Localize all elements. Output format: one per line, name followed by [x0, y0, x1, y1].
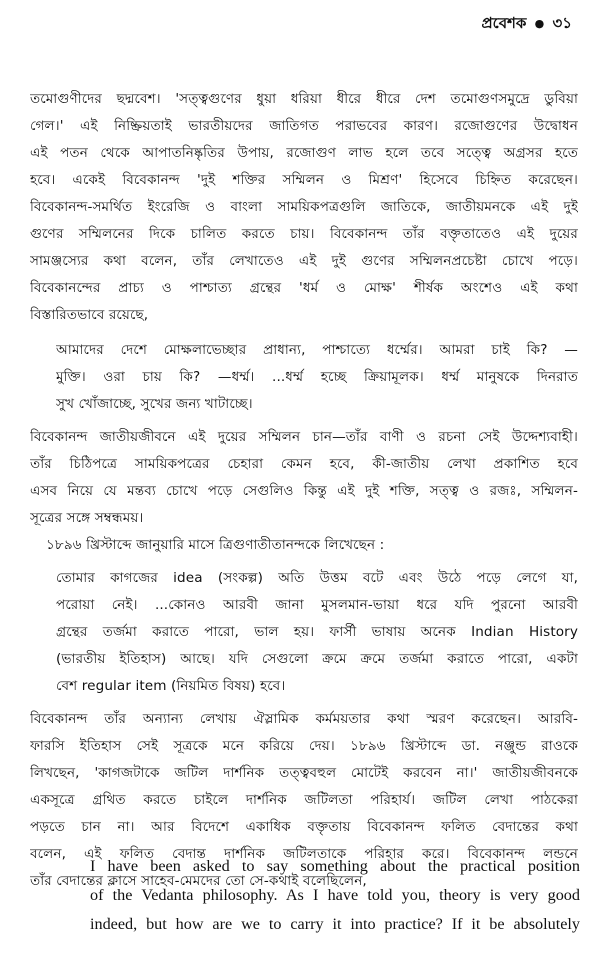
quote-line: (ভারতীয় ইতিহাস) আছে। যদি সেগুলো ক্রমে ক্রমে তর্জমা করাতে পারো, একটা — [56, 651, 578, 667]
text-line: তমোগুণীদের ছদ্মবেশ। 'সত্ত্বগুণের ধুয়া ধরিয়া ধীরে ধীরে দেশ তমোগুণসমুদ্রে ডুবিয়া — [30, 91, 578, 107]
quote-line: মুক্তি। ওরা চায় কি? —ধর্ম্ম। ...ধর্ম্ম হচ্ছে ক্রিয়ামূলক। ধর্ম্ম মানুষকে দিনরাত — [56, 369, 578, 385]
text-line: ফারসি ইতিহাস সেই সূত্রকে মনে করিয়ে দেয়। ১৮৯৬ খ্রিস্টাব্দে ডা. নঞ্জুন্ড রাওকে — [30, 738, 578, 754]
running-header — [481, 12, 572, 37]
text-line: গুণের সম্মিলনের দিকে চালিত করতে চায়। বিবেকানন্দ তাঁর বক্তৃতাতেও এই দুয়ের — [30, 226, 578, 242]
quote-line: পরোয়া নেই। ...কোনও আরবী জানা মুসলমান-ভায়া ধরে যদি পুরনো আরবী — [56, 597, 578, 613]
text-line: বিবেকানন্দ জাতীয়জীবনে এই দুয়ের সম্মিলন চান—তাঁর বাণী ও রচনা সেই উদ্দেশ্যবাহী। — [30, 429, 578, 445]
text-line: বিস্তারিতভাবে রয়েছে, — [30, 307, 149, 323]
bullet-separator: ● — [534, 17, 545, 30]
text-line: পড়তে চান না। আর বিদেশে একাধিক বক্তৃতায় বিবেকানন্দ ফলিত বেদান্তের কথা — [30, 819, 578, 835]
text-line: তাঁর বেদান্তের ক্লাসে সাহেব-মেমদের তো সে-কথাই বলেছিলেন, — [30, 873, 367, 889]
text-line: লিখছেন, 'কাগজটাকে জটিল দার্শনিক তত্ত্ববহুল মোটেই করবেন না।' জাতীয়জীবনকে — [30, 765, 578, 781]
text-line: বিবেকানন্দ তাঁর অন্যান্য লেখায় ঐস্লামিক কর্মময়তার কথা স্মরণ করেছেন। আরবি- — [30, 711, 578, 727]
quote-line: indeed, but how are we to carry it into practice? If it be absolutely — [90, 915, 580, 933]
block-quote-2 — [56, 565, 578, 700]
text-line: সামঞ্জস্যের কথা বলেন, তাঁর লেখাতেও এই দুই গুণের সম্মিলনপ্রচেষ্টা চোখে পড়ে। — [30, 253, 578, 269]
paragraph-1 — [30, 86, 578, 329]
block-quote-english — [90, 852, 580, 939]
block-quote-1 — [56, 337, 578, 418]
text-line: হবে। একেই বিবেকানন্দ 'দুই শক্তির সম্মিলন ও মিশ্রণ' হিসেবে চিহ্নিত করেছেন। — [30, 172, 578, 188]
section-title: প্রবেশক — [481, 14, 527, 32]
quote-line: তোমার কাগজের idea (সংকল্প) অতি উত্তম বটে এবং উঠে পড়ে লেগে যা, — [56, 570, 578, 586]
paragraph-2 — [30, 424, 578, 559]
text-line: ১৮৯৬ খ্রিস্টাব্দে জানুয়ারি মাসে ত্রিগুণাতীতানন্দকে লিখেছেন : — [46, 537, 385, 553]
page-number: ৩১ — [552, 14, 572, 32]
text-line: বলেন, এই ফলিত বেদান্ত দার্শনিক জটিলতাকে পরিহার করে। বিবেকানন্দ লন্ডনে — [30, 846, 578, 862]
quote-line: সুখ খোঁজাচ্ছে, সুখের জন্য খাটাচ্ছে। — [56, 396, 253, 412]
text-line: বিবেকানন্দের প্রাচ্য ও পাশ্চাত্য গ্রন্থের 'ধর্ম ও মোক্ষ' শীর্ষক অংশেও এই কথা — [30, 280, 578, 296]
page-body — [30, 86, 578, 895]
quote-line: বেশ regular item (নিয়মিত বিষয়) হবে। — [56, 678, 286, 694]
text-line: এসব নিয়ে যে মন্তব্য চোখে পড়ে সেগুলিও কিন্তু এই দুই শক্তি, সত্ত্ব ও রজঃ, সম্মিলন- — [30, 483, 578, 499]
text-line: তাঁর চিঠিপত্রে সাময়িকপত্রের চেহারা কেমন হবে, কী-জাতীয় লেখা প্রকাশিত হবে — [30, 456, 578, 472]
text-line: সূত্রের সঙ্গে সম্বন্ধময়। — [30, 510, 144, 526]
quote-line: I have been asked to say something about the practical position — [90, 857, 580, 875]
text-line: একসূত্রে গ্রথিত করতে চাইলে দার্শনিক জটিলতা পরিহার্য। জটিল লেখা পাঠকেরা — [30, 792, 578, 808]
quote-line: আমাদের দেশে মোক্ষলাভেচ্ছার প্রাধান্য, পাশ্চাত্যে ধর্ম্মের। আমরা চাই কি? — — [56, 342, 578, 358]
quote-line: of the Vedanta philosophy. As I have told you, theory is very good — [90, 886, 580, 904]
text-line: এই পতন থেকে আপাতনিষ্কৃতির উপায়, রজোগুণ লাভ হলে তবে সত্ত্বে অগ্রসর হতে — [30, 145, 578, 161]
text-line: বিবেকানন্দ-সমর্থিত ইংরেজি ও বাংলা সাময়িকপত্রগুলি জাতিকে, জাতীয়মনকে এই দুই — [30, 199, 578, 215]
quote-line: গ্রন্থের তর্জমা করাতে পারো, ভাল হয়। ফার্সী ভাষায় অনেক Indian History — [56, 624, 578, 640]
text-line: গেল।' এই নিষ্ক্রিয়তাই ভারতীয়দের জাতিগত পরাভবের কারণ। রজোগুণের উদ্বোধন — [30, 118, 578, 134]
